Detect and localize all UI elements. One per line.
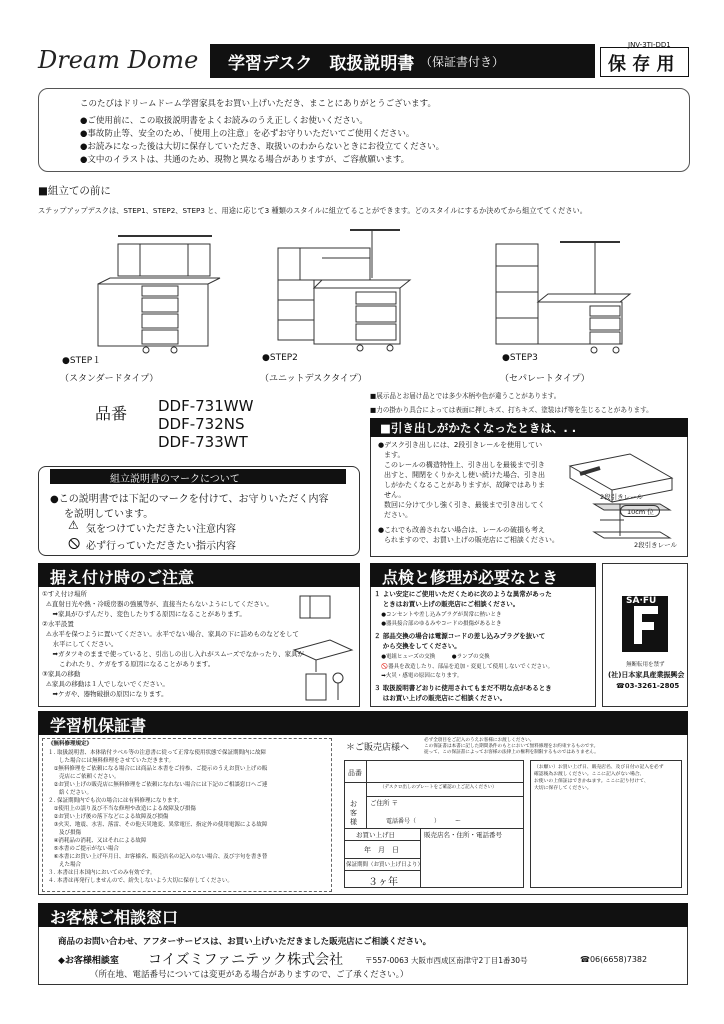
warranty-rule: ４. 本書は再発行しませんので、紛失しないよう大切に保存してください。 <box>48 878 233 884</box>
intro-bullet: ●ご使用前に、この取扱説明書をよくお読みのうえ正しくお使いください。 <box>80 116 368 126</box>
drawer-text: 数回に分けて少し強く引き、最後まで引き出してく <box>384 501 545 509</box>
page-title-sub: （保証書付き） <box>420 55 505 69</box>
step3-label: ●STEP3 <box>502 353 538 363</box>
address-label: ご住所 〒 <box>370 799 399 807</box>
warranty-rule: ②お買い上げの販売店に無料修理をご依頼になれない場合には下記のご相談窓口へご連 <box>48 782 268 788</box>
right-note: 大切に保存してください。 <box>534 786 592 791</box>
warranty-rule: ⑥本書にお買い上げ年月日、お客様名、販売店名の記入のない場合、及び字句を書き替 <box>48 854 268 860</box>
must-label: 必ず行っていただきたい指示内容 <box>86 541 236 552</box>
note: ■展示品とお届け品とでは多少木柄や色が違うことがあります。 <box>370 392 561 400</box>
model-number: DDF-732NS <box>158 415 245 433</box>
install-illustration <box>290 590 356 704</box>
warranty-period-value: ３ヶ年 <box>368 877 398 888</box>
caution-label: 気をつけていただきたい注意内容 <box>86 524 236 535</box>
warranty-rule: ２. 保証期間内でも次の場合には有料修理になります。 <box>48 798 184 804</box>
step1-sub: （スタンダードタイプ） <box>60 374 159 384</box>
right-note: （お願い）お買い上げ日、販売店名、及び日付の記入を必ず <box>534 765 664 770</box>
install-title: 据え付け時のご注意 <box>50 568 195 587</box>
assembly-text: ステップアップデスクは、STEP1、STEP2、STEP3 と、用途に応じて3 種類のスタイルに組立てることができます。どのスタイルにするか決めてから組立ててください。 <box>38 206 587 215</box>
warranty-rule: ③火災、地震、水害、落雷、その他天災地変、異常電圧、指定外の使用電源による故障 <box>48 822 268 828</box>
install-item: ➡ケガや、器物破損の原因になります。 <box>46 690 168 698</box>
drawer-text: ●デスク引き出しには、2段引きレールを使用してい <box>378 441 543 449</box>
install-item: ③家具の移動 <box>42 670 81 678</box>
drawer-text: このレールの構造特性上、引き出しを最後まで引き <box>384 461 545 469</box>
step3-sub: （セパレートタイプ） <box>500 374 590 384</box>
note: ■力の掛かり具合によっては表面に押しキズ、打ちキズ、塗装はげ等を生じることがあります。 <box>370 406 653 414</box>
assembly-heading: ■組立ての前に <box>38 185 111 197</box>
drawer-text: ●これでも改善されない場合は、レールの破損も考え <box>378 526 545 534</box>
model-number: DDF-733WT <box>158 433 248 451</box>
warranty-rule: ④消耗品の消耗、又はそれによる故障 <box>48 838 147 844</box>
doc-code: JNV-3TI-DD1 <box>628 41 671 49</box>
install-item: ⚠直射日光や熱・冷暖房器の強風等が、直接当たらないようにしてください。 <box>46 600 273 608</box>
install-item: ①すえ付け場所 <box>42 590 87 598</box>
intro-bullet: ●文中のイラストは、共通のため、現物と異なる場合がありますが、ご容赦願います。 <box>80 155 410 165</box>
keep-label: 保 存 用 <box>608 54 675 75</box>
drawer-text: 出すと、開閉をくりかえし使い続けた場合、引き出 <box>384 471 545 479</box>
shop-note: 必ず全項目をご記入のうえお客様にお渡しください。 <box>424 738 535 743</box>
contact-phone: ☎06(6658)7382 <box>580 955 648 964</box>
warranty-rule: ①無料修理をご依頼になる場合には商品と本書をご持参、ご提示のうえお買い上げの販 <box>48 766 268 772</box>
install-item: 水平にしてください。 <box>46 640 118 648</box>
warranty-rule: ３. 本書は日本国内においてのみ有効です。 <box>48 870 156 876</box>
warranty-period-label: 保証期間（お買い上げ日より） <box>346 862 424 868</box>
measure-label: 10cm 位 <box>627 508 654 516</box>
safu-caption: 無断転用を禁ず <box>626 662 665 668</box>
rail-label: 2段引きレール <box>600 493 644 501</box>
contact-notice: 商品のお問い合わせ、アフターサービスは、お買い上げいただきました販売店にご相談ください。 <box>58 937 432 947</box>
warranty-rule: ①使用上の誤り及び不当な修理や改造による故障及び損傷 <box>48 806 196 812</box>
install-item: ②水平設置 <box>42 620 74 628</box>
product-number-label: 品番 <box>95 404 128 423</box>
drawer-rail-illustration <box>560 448 686 554</box>
product-hint: （デスクロ出しのプレートをご確認の上ご記入ください） <box>380 785 497 790</box>
repair-item: から交換をしてください。 <box>374 642 461 650</box>
marks-line: ●この説明書では下記のマークを付けて、お守りいただく内容 <box>50 494 329 505</box>
install-item: ➡家具がひずんだり、変色したりする原因になることがあります。 <box>46 610 246 618</box>
warranty-rule: ⑤本書のご提示がない場合 <box>48 846 119 852</box>
phone-label: 電話番号（ ） ー <box>386 818 462 825</box>
contact-title: お客様ご相談窓口 <box>50 908 179 927</box>
repair-item: はお買い上げの販売店にご相談ください。 <box>374 694 507 702</box>
repair-item: ●コンセントや差し込みプラグが異常に熱いとき <box>374 612 502 618</box>
marks-line: を説明しています。 <box>64 509 154 520</box>
page-title: 学習デスク 取扱説明書 <box>228 54 415 74</box>
customer-label: お客様 <box>350 800 357 826</box>
step2-label: ●STEP2 <box>262 353 298 363</box>
warranty-rule: １. 取扱説明書、本体貼付ラベル等の注意書に従って正常な使用状態で保証期間内に故障 <box>48 750 266 756</box>
desk-illustrations <box>60 222 680 362</box>
rail-label: 2段引きレール <box>634 541 678 549</box>
warranty-rule: ②お買い上げ後の落下などによる故障及び損傷 <box>48 814 169 820</box>
step1-label: ●STEP１ <box>62 356 102 366</box>
right-note: 確認後為お渡しください。ここに記入がない場合、 <box>534 772 645 777</box>
drawer-text: しがかたくなることがありますが、故障ではありま <box>384 481 545 489</box>
warranty-rules-title: 《無料修理規定》 <box>48 741 93 747</box>
warranty-rule: えた場合 <box>48 862 82 868</box>
drawer-text: せん。 <box>384 491 406 499</box>
warranty-title: 学習机保証書 <box>50 716 147 735</box>
repair-item: ➡火災・感電の原因になります。 <box>374 673 463 679</box>
model-number: DDF-731WW <box>158 397 254 415</box>
desk-step3 <box>496 242 630 353</box>
shop-note: 従って、この保証書によってお客様の法律上の権利を制限するものではありません。 <box>424 750 599 755</box>
repair-item: １ よい安定にご使用いただくために次のような異常があった <box>374 590 552 598</box>
repair-item: ●器具接合部のゆるみやコードの損傷があるとき <box>374 621 502 627</box>
safu-tel: ☎03-3261-2805 <box>616 682 680 690</box>
drawer-text: ださい。 <box>384 511 412 519</box>
install-item: ⚠水平を保つように置いてください。水平でない場合、家具の下に詰めものなどをして <box>46 630 299 638</box>
warning-icon: ⚠ <box>68 518 79 532</box>
drawer-title: ■引き出しがかたくなったときは、. . <box>380 421 577 435</box>
install-item: こわれたり、ケガをする原因になることがあります。 <box>46 660 215 668</box>
warranty-rule: 売店にご依頼ください。 <box>48 774 120 780</box>
repair-title: 点検と修理が必要なとき <box>382 568 559 587</box>
shop-name-label: 販売店名・住所・電話番号 <box>424 831 502 839</box>
repair-item: ときはお買い上げの販売店にご相談ください。 <box>374 600 520 608</box>
drawer-text: ます。 <box>384 451 405 459</box>
brand-logo: Dream Dome <box>38 46 199 74</box>
contact-footnote: （所在地、電話番号については変更がある場合がありますので、ご了承ください。） <box>90 970 409 980</box>
repair-item: ●電組ヒューズの交換 ●ランプの交換 <box>374 654 490 660</box>
prohibited-icon: 🛇 <box>68 537 81 551</box>
warranty-rule: 絡ください。 <box>48 790 93 796</box>
shop-note: この保証書は本書に記した期間条件のもとにおいて無料修理をお約束するものです。 <box>424 744 599 749</box>
contact-desk-label: ◆お客様相談室 <box>58 956 119 966</box>
warranty-rule: 及び損傷 <box>48 830 82 836</box>
contact-company: コイズミファニテック株式会社 <box>148 952 344 968</box>
product-label: 品番 <box>348 769 362 777</box>
right-note: お使いの上保証はできかねます。ここに記り付けて、 <box>534 779 649 784</box>
repair-item: 🚫器具を改造したり、部品を追加・変更して使用しないでください。 <box>374 664 554 670</box>
purchase-date-label: お買い上げ日 <box>356 831 395 839</box>
intro-bullet: ●事故防止等、安全のため、「使用上の注意」を必ずお守りいただいてご使用ください。 <box>80 129 415 139</box>
step2-sub: （ユニットデスクタイプ） <box>260 374 367 384</box>
drawer-text: られますので、お買い上げの販売店にご相談ください。 <box>384 536 559 544</box>
install-item: ⚠家具の移動は１人でしないでください。 <box>46 680 169 688</box>
safu-logo-text: SA·FU <box>626 596 657 606</box>
repair-item: ２ 部品交換の場合は電源コードの差し込みプラグを抜いて <box>374 632 546 640</box>
intro-bullet: ●お読みになった後は大切に保存していただき、取扱いのわからないときにお役立てください。 <box>80 142 445 152</box>
desk-step1 <box>98 236 220 353</box>
shop-label: ＊ご販売店様へ <box>346 743 410 753</box>
warranty-rule: した場合には無料修理をさせていただきます。 <box>48 758 175 764</box>
purchase-date-field[interactable]: 年 月 日 <box>364 846 399 854</box>
desk-step2 <box>278 230 410 351</box>
intro-greeting: このたびはドリームドーム学習家具をお買い上げいただき、まことにありがとうございます。 <box>80 99 436 109</box>
contact-address: 〒557-0063 大阪市西成区南津守2丁目1番30号 <box>365 956 528 965</box>
marks-title: 組立説明書のマークについて <box>110 474 240 485</box>
safu-org: (社)日本家具産業振興会 <box>608 671 685 679</box>
install-item: ➡ガタツキのままで使っていると、引出しの出し入れがスムーズでなかったり、家具が <box>46 650 305 658</box>
repair-item: ３ 取扱説明書どおりに使用されてもまだ不明な点があるとき <box>374 684 552 692</box>
